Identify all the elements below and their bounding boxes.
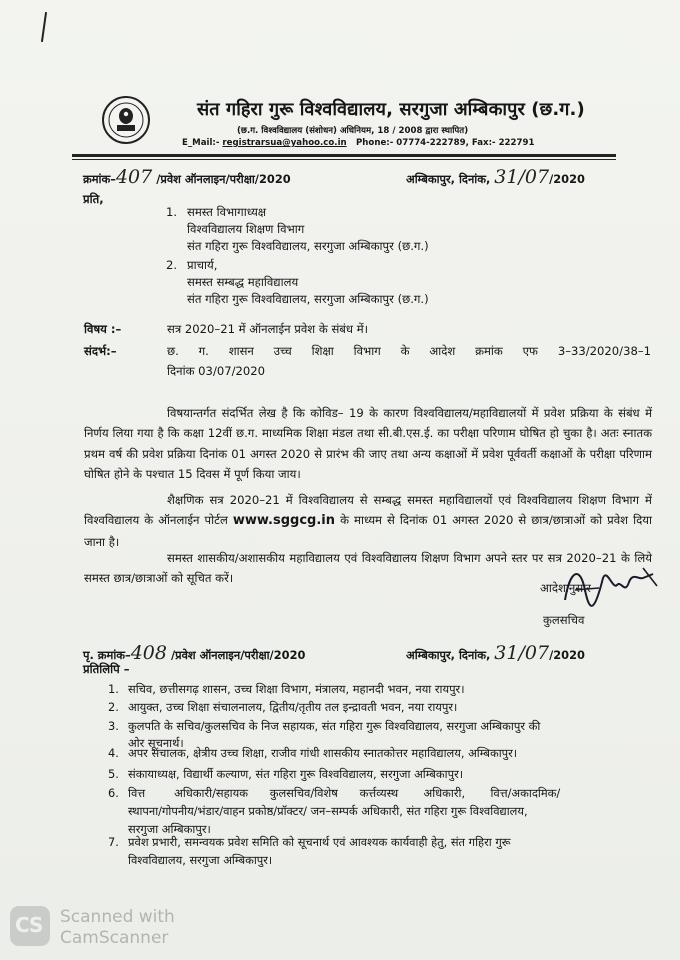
recipient-line: प्राचार्य, [187, 258, 218, 272]
letter-number: क्रमांक–407 /प्रवेश ऑनलाइन/परीक्षा/2020 [83, 166, 291, 188]
copy-line: ओर सूचनार्थ। [128, 736, 184, 750]
by-order-text: आदेशानुसार [540, 581, 591, 595]
copy-number: 2. [108, 700, 119, 714]
copy-number: 5. [108, 767, 119, 781]
copy-number: 7. [108, 835, 119, 849]
recipient-line: संत गहिरा गुरू विश्वविद्यालय, सरगुजा अम्बिकापुर (छ.ग.) [187, 292, 429, 306]
body-paragraph-3: समस्त शासकीय/अशासकीय महाविद्यालय एवं विश्वविद्यालय शिक्षण विभाग अपने स्तर पर सत्र 2020–21 के लिये समस्त छात्र/छात्राओं को सूचित करें। [84, 551, 652, 586]
recipient-number: 2. [166, 258, 178, 272]
body-paragraph-1: विषयान्तर्गत संदर्भित लेख है कि कोविड– 19 के कारण विश्वविद्यालय/महाविद्यालयों में प्रवेश प्रक्रिया के संबंध में निर्णय लिया गया है कि कक्षा 12वीं छ.ग. माध्यमिक शिक्षा मंडल तथा सी.बी.एस.ई. का परीक्षा परिणाम घोषित हो चुका है। अतः स्नातक प्रथम वर्ष की प्रवेश प्रक्रिया दिनांक 01 अगस्त 2020 से प्रारंभ की जाए तथा अन्य कक्षाओं में प्रवेश पूर्ववर्ती कक्षाओं के परीक्षा परिणाम घोषित होने के पश्चात 15 दिवस में पूर्ण किया जाय। [84, 406, 652, 481]
copy-line: स्थापना/गोपनीय/भंडार/वाहन प्रकोष्ठ/प्रॉक्टर/ जन–सम्पर्क अधिकारी, संत गहिरा गुरू विश्वविद्यालय, [128, 804, 528, 818]
handwritten-month: 07 [524, 642, 550, 664]
university-seal-icon [101, 94, 151, 146]
copy-line: आयुक्त, उच्च शिक्षा संचालनालय, द्वितीय/तृतीय तल इन्द्रावती भवन, नया रायपुर। [128, 700, 458, 714]
endorsement-number: पृ. क्रमांक–408 /प्रवेश ऑनलाइन/परीक्षा/2020 [83, 642, 306, 664]
copy-line: अपर संचालक, क्षेत्रीय उच्च शिक्षा, राजीव गांधी शासकीय स्नातकोत्तर महाविद्यालय, अम्बिकापुर। [128, 746, 518, 760]
email-address: registrarsua@yahoo.co.in [222, 138, 347, 148]
copy-line: सचिव, छत्तीसगढ़ शासन, उच्च शिक्षा विभाग, मंत्रालय, महानदी भवन, नया रायपुर। [128, 682, 465, 696]
watermark-line-1: Scanned with [60, 907, 175, 927]
handwritten-letter-number: 407 [115, 166, 153, 188]
recipient-number: 1. [166, 205, 178, 219]
subject-label: विषय :– [84, 322, 122, 336]
endorsement-date: अम्बिकापुर, दिनांक, 31/07/2020 [406, 642, 585, 664]
header-rule-thick [72, 154, 616, 157]
recipient-line: समस्त विभागाध्यक्ष [187, 205, 267, 219]
camscanner-logo-icon: CS [10, 906, 50, 946]
handwritten-signature-icon [555, 560, 665, 620]
copy-line: कुलपति के सचिव/कुलसचिव के निज सहायक, संत गहिरा गुरू विश्वविद्यालय, सरगुजा अम्बिकापुर की [128, 719, 541, 733]
copy-number: 6. [108, 786, 119, 800]
recipient-line: समस्त सम्बद्ध महाविद्यालय [187, 275, 299, 289]
copy-number: 1. [108, 682, 119, 696]
handwritten-margin-mark [41, 12, 47, 42]
copy-number: 4. [108, 746, 119, 760]
recipient-line: विश्वविद्यालय शिक्षण विभाग [187, 222, 305, 236]
handwritten-day: 31 [494, 642, 519, 664]
reference-label: संदर्भ:– [84, 344, 117, 358]
recipient-line: संत गहिरा गुरू विश्वविद्यालय, सरगुजा अम्बिकापुर (छ.ग.) [187, 239, 429, 253]
email-line [182, 138, 347, 148]
body-paragraph-2: शैक्षणिक सत्र 2020–21 में विश्वविद्यालय से सम्बद्ध समस्त महाविद्यालयों एवं विश्वविद्यालय शिक्षण विभाग में विश्वविद्यालय के ऑनलाईन पोर्टल www.sggcg.in के माध्यम से दिनांक 01 अगस्त 2020 से छात्र/छात्राओं को प्रवेश दिया जाना है। [84, 493, 652, 549]
email-label: E_Mail:- [182, 138, 220, 148]
portal-url: www.sggcg.in [232, 513, 336, 529]
reference-text: छ. ग. शासन उच्च शिक्षा विभाग के आदेश क्रमांक एफ 3–33/2020/38–1 [167, 344, 651, 358]
phone-fax-line: Phone:- 07774-222789, Fax:- 222791 [356, 138, 535, 148]
copy-to-label: प्रतिलिपि – [83, 662, 130, 676]
subject-text: सत्र 2020–21 में ऑनलाईन प्रवेश के संबंध में। [167, 322, 369, 336]
university-act-subtitle: (छ.ग. विश्वविद्यालय (संशोधन) अधिनियम, 18 / 2008 द्वारा स्थापित) [237, 126, 469, 136]
handwritten-month: 07 [524, 166, 550, 188]
letter-date: अम्बिकापुर, दिनांक, 31/07/2020 [406, 166, 585, 188]
registrar-designation: कुलसचिव [543, 613, 585, 627]
copy-line: वित्त अधिकारी/सहायक कुलसचिव/विशेष कर्त्तव्यस्थ अधिकारी, वित्त/अकादमिक/ [128, 786, 561, 800]
copy-line: प्रवेश प्रभारी, समन्वयक प्रवेश समिति को सूचनार्थ एवं आवश्यक कार्यवाही हेतु, संत गहिरा गुरू [128, 835, 511, 849]
copy-number: 3. [108, 719, 119, 733]
to-label: प्रति, [83, 192, 104, 206]
handwritten-day: 31 [494, 166, 519, 188]
copy-line: संकायाध्यक्ष, विद्यार्थी कल्याण, संत गहिरा गुरू विश्वविद्यालय, सरगुजा अम्बिकापुर। [128, 767, 464, 781]
handwritten-endorsement-number: 408 [130, 642, 167, 664]
copy-line: सरगुजा अम्बिकापुर। [128, 822, 211, 836]
reference-date: दिनांक 03/07/2020 [167, 364, 266, 378]
copy-line: विश्वविद्यालय, सरगुजा अम्बिकापुर। [128, 853, 273, 867]
watermark-line-2: CamScanner [60, 928, 169, 948]
university-title: संत गहिरा गुरू विश्वविद्यालय, सरगुजा अम्बिकापुर (छ.ग.) [197, 99, 585, 120]
header-rule-thin [72, 159, 616, 160]
